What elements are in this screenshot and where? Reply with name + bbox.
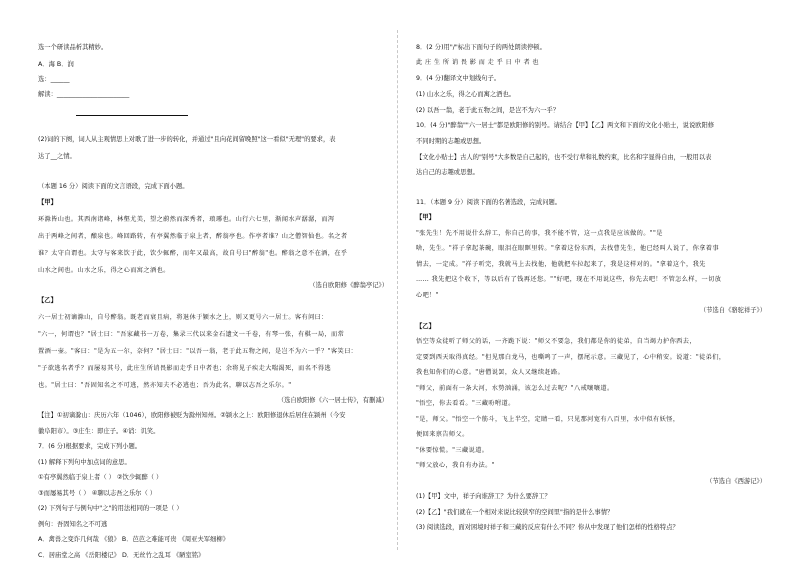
tip-line: 达自己的志趣或思想。 — [416, 169, 479, 176]
question-line: (3) 阅读选段，面对困境时祥子和三藏的反应有什么不同？你从中发现了他们怎样的性格特点？ — [416, 524, 679, 531]
passage-line: 悟空等众徒听了师父的话，一齐跪下说："师父不要急，我们都是你的徒弟，自当竭力护你西去， — [416, 338, 696, 345]
passage-line: "休要惊慌。"三藏说道。 — [416, 447, 489, 454]
passage-line: 置酒一壶。"客曰："是为五一尔，奈何？"居士曰："以吾一翁，老于此五物之间，是岂不为六一乎？"客笑曰： — [38, 348, 358, 355]
question-line: 不同时期的志趣或思想。 — [416, 138, 486, 145]
choice-blank: 选：______ — [38, 76, 70, 83]
question-line: (2)【乙】"我们就在一个相对来说比较狭窄的空间里"指的是什么事情？ — [416, 509, 614, 516]
source-citation: （选自欧阳修《醉翁亭记》） — [309, 282, 388, 289]
question-line: 9．(4 分)翻译文中划线句子。 — [416, 75, 501, 82]
tip-line: 【文化小贴士】古人的"别号"大多数是自己起的，也不受行辈和礼数约束，比名和字显得自由，一般用以表 — [416, 154, 712, 161]
passage-line: 啥，先生。"祥子拿起茶碗，眼泪在眼眶里转。"拿着这份东西，去找曹先生，他已经叫人说了，你拿着事 — [416, 245, 719, 252]
answer-underline — [76, 115, 188, 116]
answer-blank: 解读：_______________________ — [38, 91, 130, 98]
question-line: (1) 解释下列句中加点词的意思。 — [38, 459, 131, 466]
question-line: (1) 山水之乐，得之心而寓之酒也。 — [416, 91, 516, 98]
annotation-line: 【注】①初谪滁山：庆历六年（1046），欧阳修被贬为滁州知州。②颍水之上：欧阳修退休后居住在颍州（今安 — [38, 412, 346, 419]
passage-line: "悟空，你去看看。"三藏吩咐道。 — [416, 400, 515, 407]
question-line: 7．(6 分)根据要求，完成下列小题。 — [38, 443, 142, 450]
question-line: (2)词的下阕，词人从主观情思上对歌了进一步的转化，并通过"且向花间留晚照"这一看似"无理"的要求，表 — [38, 136, 336, 143]
passage-line: "张先生！先不用说什么辞工，你自己的事，我不能不管，这一点我是应该做的。""是 — [416, 230, 663, 237]
passage-line: 此 庄 生 所 诮 畏 影 而 走 乎 日 中 者 也 — [416, 59, 539, 66]
passage-label: 【甲】 — [416, 214, 435, 221]
annotation-line: 徽阜阳市）。③庄生：即庄子。④诮：讥笑。 — [38, 428, 160, 435]
passage-line: 也。"居士曰："吾固知名之不可逃，然亦知夫不必逃也；吾为此名，聊以志吾之乐尔。" — [38, 382, 292, 389]
question-line: ③而屡易其号（ ） ④聊以志吾之乐尔（ ） — [38, 490, 157, 497]
passage-line: 山水之间也。山水之乐，得之心而寓之酒也。 — [38, 267, 170, 274]
passage-line: …… 我先把这个收下，等以后有了钱再还您。""好吧，现在不用说这些，你先去吧！不管怎么样，一切放 — [416, 276, 722, 283]
question-line: 达了__之情。 — [38, 153, 76, 160]
passage-label: 【乙】 — [416, 323, 435, 330]
source-citation: （节选自《骆驼祥子》） — [699, 307, 766, 314]
passage-line: 心吧！" — [416, 292, 440, 299]
passage-line: 谁？太守自谓也。太守与客来饮于此，饮少辄醉，而年又最高，故自号曰"醉翁"也。醉翁之意不在酒，在乎 — [38, 250, 348, 257]
passage-line: 我也知你们的心意。"唐僧说罢，众人又继续赶路。 — [416, 369, 565, 376]
passage-label: 【乙】 — [38, 297, 57, 304]
text-line: 选一个研读品析其精妙。 — [38, 44, 108, 51]
section-heading: 11．（本题 9 分）阅读下面的名著选段，完成问题。 — [416, 199, 562, 206]
question-line: (2) 以吾一翁，老于此五物之间，是岂不为六一乎？ — [416, 107, 560, 114]
source-citation: （选自欧阳修《六一居士传》，有删减） — [277, 397, 388, 404]
passage-line: 便回来禀告师父。 — [416, 431, 469, 438]
passage-line: "子欲逃名者乎？而屡易其号，此庄生所诮畏影而走乎日中者也；余将见子疾走大喘渴死，而名不得逃 — [38, 365, 332, 372]
column-divider — [397, 30, 398, 550]
example-line: 例句：吾固知名之不可逃 — [38, 521, 108, 528]
passage-line: "师父，前面有一条大河，水势汹涌，该怎么过去呢？"八戒嚷嚷道。 — [416, 385, 614, 392]
question-line: (2) 下列句子与例句中"之"的用法相同的一项是（ ） — [38, 505, 183, 512]
source-citation: （节选自《西游记》） — [706, 478, 766, 485]
question-line: ①有亭翼然临于泉上者（ ） ②饮少辄醉（ ） — [38, 474, 163, 481]
passage-line: 六一居士初谪滁山，自号醉翁。既老而衰且病，将退休于颍水之上，则又更号六一居士。客有问曰： — [38, 314, 328, 321]
passage-line: 情去，一定成。"祥子听完，我就马上去找他，他就把车拉起来了，我是这样对的。"拿着这个，我先 — [416, 261, 706, 268]
passage-line: "是，师父。"悟空一个筋斗，飞上半空，定睛一看，只见那河宽有八百里，水中似有妖怪， — [416, 416, 680, 423]
passage-line: 出于两峰之间者，酿泉也。峰回路转，有亭翼然临于泉上者，醉翁亭也。作亭者谁？山之僧智仙也。名之者 — [38, 233, 348, 240]
question-line: (1)【甲】文中，祥子向谁辞工？为什么要辞工？ — [416, 493, 551, 500]
passage-line: 环滁皆山也。其西南诸峰，林壑尤美，望之蔚然而深秀者，琅琊也。山行六七里，渐闻水声潺潺，而泻 — [38, 216, 335, 223]
passage-line: "师父放心，我自有办法。" — [416, 462, 495, 469]
question-line: 8．(2 分)用"/"标出下面句子的两处朗读停顿。 — [416, 44, 546, 51]
section-heading: （本题 16 分）阅读下面的文言语段，完成下面小题。 — [38, 183, 189, 190]
option-line: A．禽兽之变诈几何哉 《狼》 B．芭芭之难能可贵 《周亚夫军细柳》 — [38, 536, 229, 543]
option-line: A．海 B．润 — [38, 61, 74, 68]
passage-line: 定要到西天取得真经。"但见那白龙马，也嘶鸣了一声，摆尾示意。三藏见了，心中稍安。说道："徒弟们， — [416, 354, 726, 361]
question-line: 10．(4 分)"醉翁""六一居士"都是欧阳修的别号。请结合【甲】【乙】两文和下面的文化小贴士，说说欧阳修 — [416, 122, 715, 129]
option-line: C．居庙堂之高 《岳阳楼记》 D．无丝竹之乱耳 《陋室铭》 — [38, 552, 205, 559]
passage-line: "六一，何谓也？"居士曰："吾家藏书一万卷，集录三代以来金石遗文一千卷，有琴一张，有棋一局，而常 — [38, 331, 345, 338]
passage-label: 【甲】 — [38, 199, 57, 206]
